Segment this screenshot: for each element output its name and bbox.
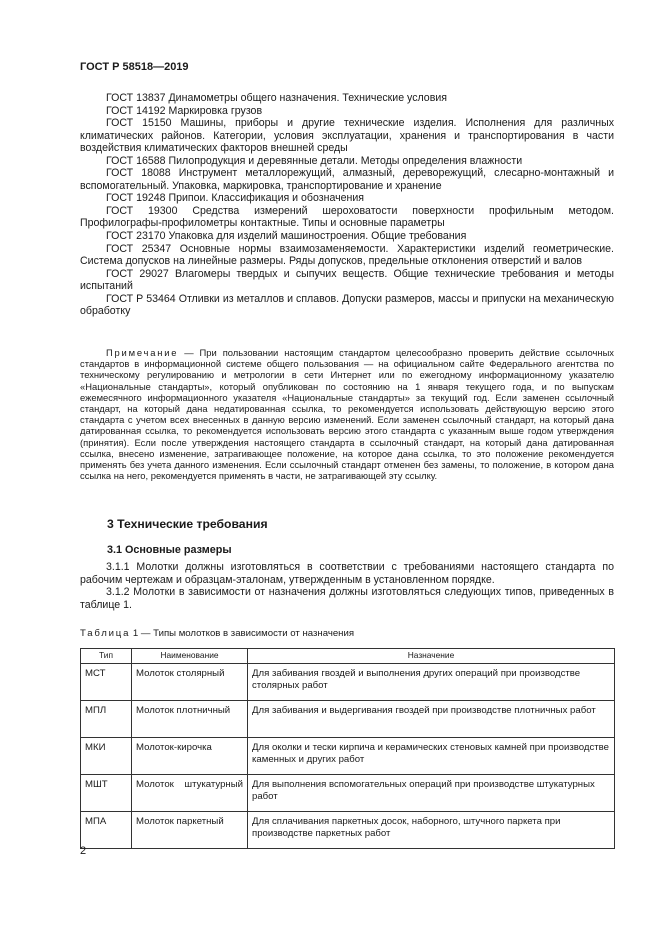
cell-purpose: Для забивания и выдергивания гвоздей при производстве плотничных работ bbox=[248, 701, 615, 738]
body-paragraphs bbox=[80, 561, 614, 611]
column-header-type: Тип bbox=[81, 649, 132, 664]
page-number: 2 bbox=[80, 845, 87, 857]
table-header-row bbox=[81, 649, 615, 664]
reference-item: ГОСТ 25347 Основные нормы взаимозаменяемости. Характеристики изделий геометрические. Система допусков на линейные размеры. Ряды допусков, предельные отклонения отверстий и валов bbox=[80, 242, 614, 268]
reference-item: ГОСТ 13837 Динамометры общего назначения. Технические условия bbox=[106, 92, 447, 104]
table-row bbox=[81, 812, 615, 849]
cell-purpose: Для забивания гвоздей и выполнения других операций при производстве столярных работ bbox=[248, 664, 615, 701]
note-label: Примечание bbox=[106, 347, 179, 358]
cell-name: Молоток плотничный bbox=[132, 701, 248, 738]
cell-purpose: Для выполнения вспомогательных операций при производстве штукатурных работ bbox=[248, 775, 615, 812]
reference-item: ГОСТ 19248 Припои. Классификация и обозначения bbox=[106, 192, 365, 205]
note-paragraph bbox=[80, 347, 614, 481]
cell-purpose: Для сплачивания паркетных досок, наборного, штучного паркета при производстве паркетных работ bbox=[248, 812, 615, 849]
cell-name: Молоток-кирочка bbox=[132, 738, 248, 775]
hammer-types-table bbox=[80, 648, 615, 849]
reference-item: ГОСТ Р 53464 Отливки из металлов и сплавов. Допуски размеров, массы и припуски на механическую обработку bbox=[80, 292, 614, 318]
note-block bbox=[80, 347, 614, 481]
reference-item: ГОСТ 14192 Маркировка грузов bbox=[106, 104, 263, 117]
table-row bbox=[81, 701, 615, 738]
reference-item: ГОСТ 16588 Пилопродукция и деревянные детали. Методы определения влажности bbox=[106, 154, 523, 167]
table-row bbox=[81, 664, 615, 701]
cell-type: МПА bbox=[81, 812, 132, 849]
cell-name: Молоток столярный bbox=[132, 664, 248, 701]
reference-item: ГОСТ 19300 Средства измерений шероховатости поверхности профильным методом. Профилографы-профилометры контактные. Типы и основные параметры bbox=[80, 204, 614, 230]
table-caption bbox=[80, 628, 354, 639]
reference-item: ГОСТ 15150 Машины, приборы и другие технические изделия. Исполнения для различных климатических районов. Категории, условия эксплуатации, хранения и транспортирования в части воздействия климатических факторов внешней среды bbox=[80, 117, 614, 155]
note-text: — При пользовании настоящим стандартом целесообразно проверить действие ссылочных стандартов в информационной системе общего пользования — на официальном сайте Федерального агентства по техническому регулированию и метрологии в сети Интернет или по ежегодному информационному указателю «Национальные стандарты», который опубликован по состоянию на 1 января текущего года, и по выпускам ежемесячного информационного указателя «Национальные стандарты» за текущий год. Если заменен ссылочный стандарт, на который дана недатированная ссылка, то рекомендуется использовать действующую версию этого стандарта с учетом всех внесенных в данную версию изменений. Если заменен ссылочный стандарт, на который дана датированная ссылка, то рекомендуется использовать версию этого стандарта с указанным выше годом утверждения (принятия). Если после утверждения настоящего стандарта в ссылочный стандарт, на который дана датированная ссылка, внесено изменение, затрагивающее положение, на которое дана ссылка, то это положение рекомендуется применять без учета данного изменения. Если ссылочный стандарт отменен без замены, то положение, в котором дана ссылка на него, рекомендуется применять в части, не затрагивающей эту ссылку. bbox=[80, 347, 614, 482]
cell-type: МСТ bbox=[81, 664, 132, 701]
section-heading: 3 Технические требования bbox=[107, 517, 268, 531]
cell-type: МКИ bbox=[81, 738, 132, 775]
paragraph-3-1-2: 3.1.2 Молотки в зависимости от назначения должны изготовляться следующих типов, приведенных в таблице 1. bbox=[80, 586, 614, 611]
column-header-purpose: Назначение bbox=[248, 649, 615, 664]
table-caption-text: 1 — Типы молотков в зависимости от назначения bbox=[130, 628, 355, 639]
reference-item: ГОСТ 23170 Упаковка для изделий машиностроения. Общие требования bbox=[106, 230, 467, 243]
table-caption-label: Таблица bbox=[80, 628, 131, 639]
table-row bbox=[81, 775, 615, 812]
reference-item: ГОСТ 18088 Инструмент металлорежущий, алмазный, дереворежущий, слесарно-монтажный и вспомогательный. Упаковка, маркировка, транспортирование и хранение bbox=[80, 167, 614, 192]
document-header: ГОСТ Р 58518—2019 bbox=[80, 61, 189, 73]
cell-type: МШТ bbox=[81, 775, 132, 812]
table-row bbox=[81, 738, 615, 775]
normative-references-list bbox=[80, 92, 614, 318]
paragraph-3-1-1: 3.1.1 Молотки должны изготовляться в соответствии с требованиями настоящего стандарта по рабочим чертежам и образцам-эталонам, утвержденным в установленном порядке. bbox=[80, 561, 614, 586]
cell-name: Молоток паркетный bbox=[132, 812, 248, 849]
subsection-heading: 3.1 Основные размеры bbox=[107, 544, 232, 556]
cell-type: МПЛ bbox=[81, 701, 132, 738]
cell-purpose: Для околки и тески кирпича и керамических стеновых камней при производстве каменных и других работ bbox=[248, 738, 615, 775]
column-header-name: Наименование bbox=[132, 649, 248, 664]
cell-name: Молоток штукатурный bbox=[132, 775, 248, 812]
reference-item: ГОСТ 29027 Влагомеры твердых и сыпучих веществ. Общие технические требования и методы испытаний bbox=[80, 267, 614, 293]
